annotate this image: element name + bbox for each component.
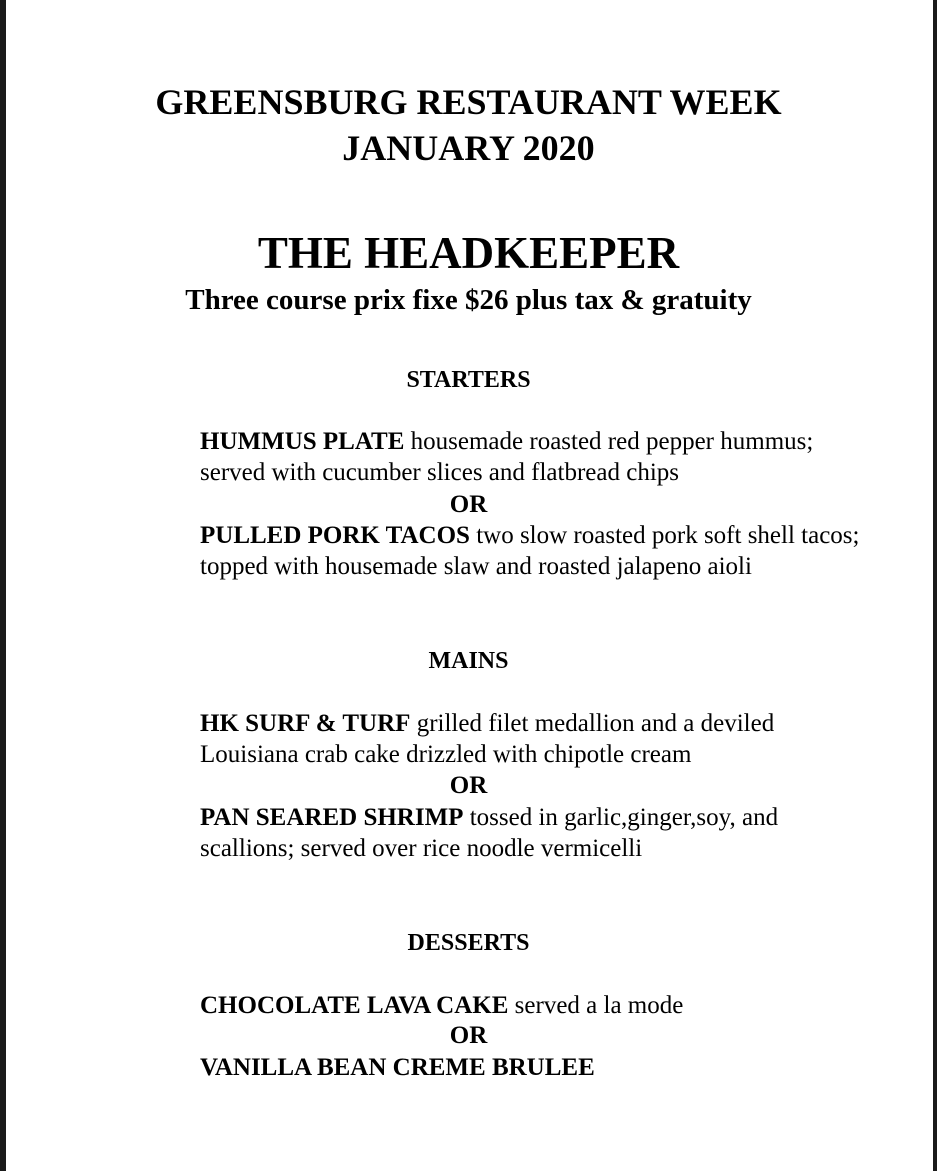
mains-or: OR <box>449 772 488 799</box>
dish-name: HK SURF & TURF <box>200 710 411 737</box>
dish-description: grilled filet medallion and a deviled Louisiana crab cake drizzled with chipotle cream <box>200 710 775 768</box>
mains-heading: MAINS <box>428 648 509 674</box>
event-title: GREENSBURG RESTAURANT WEEK <box>155 82 782 122</box>
dish-description: two slow roasted pork soft shell tacos; topped with housemade slaw and roasted jalapeno aioli <box>200 522 860 580</box>
dish-name: PAN SEARED SHRIMP <box>200 804 464 831</box>
dish-name: HUMMUS PLATE <box>200 428 405 455</box>
starters-heading: STARTERS <box>406 367 531 393</box>
dish-description: served a la mode <box>514 992 684 1019</box>
right-border <box>933 0 937 1171</box>
event-date: JANUARY 2020 <box>342 128 595 168</box>
dish-name: VANILLA BEAN CREME BRULEE <box>200 1054 595 1081</box>
starter-item-hummus <box>200 426 860 488</box>
dish-name: PULLED PORK TACOS <box>200 522 470 549</box>
prix-fixe-offer: Three course prix fixe $26 plus tax & gratuity <box>185 284 752 316</box>
dish-description: housemade roasted red pepper hummus; served with cucumber slices and flatbread chips <box>200 428 814 486</box>
desserts-or: OR <box>449 1022 488 1049</box>
starter-item-tacos <box>200 520 860 582</box>
restaurant-name: THE HEADKEEPER <box>257 228 680 278</box>
dessert-item-lava-cake <box>200 990 860 1021</box>
desserts-heading: DESSERTS <box>407 930 530 956</box>
main-item-shrimp <box>200 802 860 864</box>
dish-name: CHOCOLATE LAVA CAKE <box>200 992 509 1019</box>
starters-or: OR <box>449 491 488 518</box>
dish-description: tossed in garlic,ginger,soy, and scallions; served over rice noodle vermicelli <box>200 804 779 862</box>
dessert-item-creme-brulee <box>200 1052 860 1083</box>
main-item-surf-turf <box>200 708 860 770</box>
